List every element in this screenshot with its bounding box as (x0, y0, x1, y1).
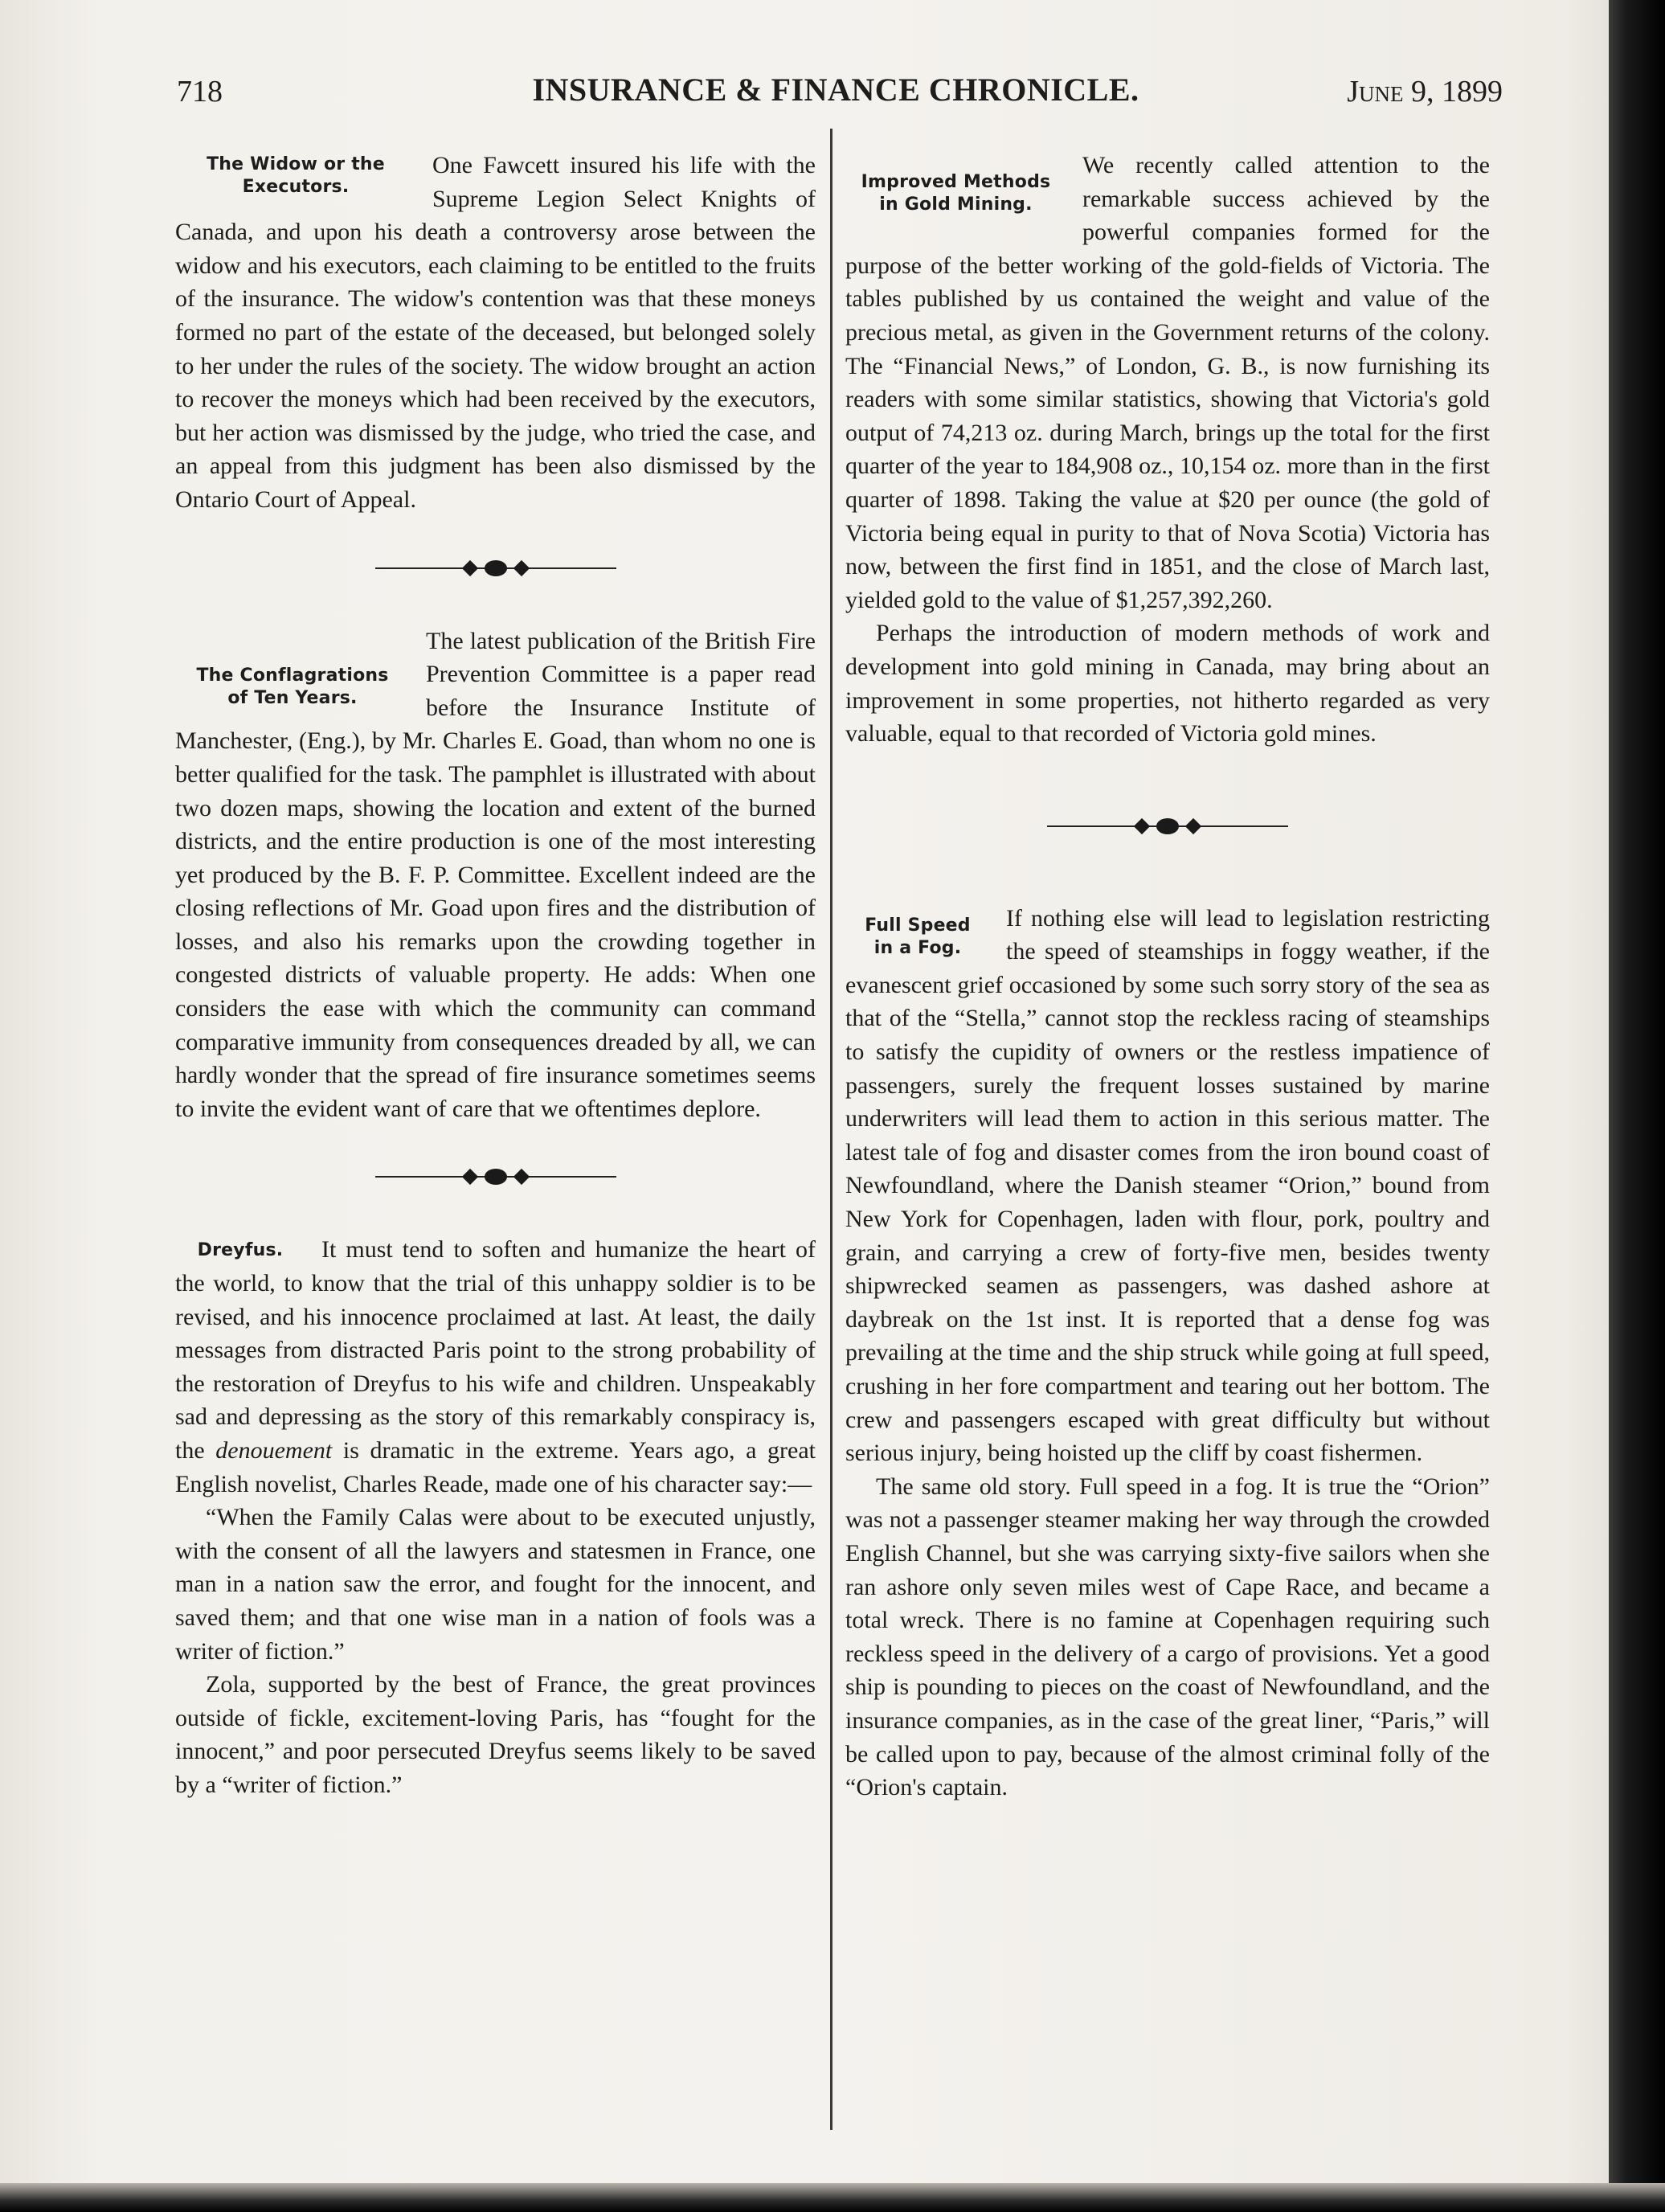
article-dreyfus (175, 1233, 816, 1801)
article-widow (175, 149, 816, 517)
right-column (845, 149, 1490, 1804)
page-number: 718 (177, 75, 223, 109)
sidehead-conflagrations (175, 665, 410, 710)
scan-edge-bottom (0, 2183, 1665, 2212)
sidehead-line: Full Speed (865, 915, 971, 936)
sidehead-gold-mining (845, 171, 1066, 216)
sidehead-line: of Ten Years. (227, 687, 358, 708)
article-paragraph: One Fawcett insured his life with the Supreme Legion Select Knights of Canada, and upon his death a controversy arose between the widow and his executors, each claiming to be entitled to the fruits of the insurance. The widow's contention was that these moneys formed no part of the estate of the deceased, but belonged solely to her under the rules of the society. The widow brought an action to recover the moneys which had been received by the executors, but her action was dismissed by the judge, who tried the case, and an appeal from this judgment has been also dismissed by the Ontario Court of Appeal. (175, 152, 816, 513)
quotation-paragraph: “When the Family Calas were about to be executed unjustly, with the consent of all the lawyers and statesmen in France, one man in a nation saw the error, and fought for the innocent, and saved them; and that one wise man in a nation of fools was a writer of fiction.” (175, 1504, 816, 1665)
sidehead-line: The Widow or the (207, 154, 385, 174)
page-header (169, 71, 1503, 119)
article-paragraph (175, 1233, 816, 1501)
article-paragraph: We recently called attention to the remarkable success achieved by the powerful companies formed for the purpose of the better working of the gold-fields of Victoria. The tables published by us contained the weight and value of the precious metal, as given in the Government returns of the colony. The “Financial News,” of London, G. B., is now furnishing its readers with some similar statistics, showing that Victoria's gold output of 74,213 oz. during March, brings up the total for the first quarter of the year to 184,908 oz., 10,154 oz. more than in the first quarter of 1898. Taking the value at $20 per ounce (the gold of Victoria being equal in purity to that of Nova Scotia) Victoria has now, between the first find in 1851, and the close of March last, yielded gold to the value of $1,257,392,260. (845, 152, 1490, 613)
article-paragraph: If nothing else will lead to legislation restricting the speed of steamships in foggy weather, if the evanescent grief occasioned by some such sorry story of the sea as that of the “Stella,” cannot stop the reckless racing of steamships to satisfy the cupidity of owners or the restless impatience of passengers, surely the frequent losses sustained by marine underwriters will lead them to action in this serious matter. The latest tale of fog and disaster comes from the iron bound coast of Newfoundland, where the Danish steamer “Orion,” bound from New York for Copenhagen, laden with flour, pork, poultry and grain, and carrying a crew of forty-five men, besides twenty shipwrecked seamen as passengers, was dashed ashore at daybreak on the 1st inst. It is reported that a dense fog was prevailing at the time and the ship struck while going at full speed, crushing in her fore compartment and tearing out her bottom. The crew and passengers escaped with great difficulty but without serious injury, being hoisted up the cliff by coast fishermen. (845, 904, 1490, 1467)
sidehead-dreyfus (175, 1239, 305, 1262)
article-paragraph: Zola, supported by the best of France, the great provinces outside of fickle, excitement-loving Paris, has “fought for the innocent,” and poor persecuted Dreyfus seems likely to be saved by a “writer of fiction.” (175, 1671, 816, 1798)
sidehead-line: Dreyfus. (197, 1240, 284, 1261)
article-paragraph: The latest publication of the British Fire Prevention Committee is a paper read before the Insurance Institute of Manchester, (Eng.), by Mr. Charles E. Goad, than whom no one is better qualified for the task. The pamphlet is illustrated with about two dozen maps, showing the location and extent of the burned districts, and the entire production is one of the most interesting yet produced by the B. F. P. Committee. Excellent indeed are the closing reflections of Mr. Goad upon fires and the distribution of losses, and also his remarks upon the crowding together in congested districts of valuable property. He adds: When one considers the ease with which the community can command comparative immunity from consequences dreaded by all, we can hardly wonder that the spread of fire insurance sometimes seems to invite the evident want of care that we oftentimes deplore. (175, 627, 816, 1122)
masthead-title: INSURANCE & FINANCE CHRONICLE. (532, 72, 1139, 108)
column-rule (830, 129, 832, 2130)
italic-word: denouement (215, 1437, 333, 1464)
sidehead-line: The Conflagrations (196, 665, 389, 686)
section-divider-ornament (375, 1165, 616, 1188)
article-paragraph: The same old story. Full speed in a fog. It is true the “Orion” was not a passenger steamer making her way through the crowded English Channel, but she was carrying sixty-five sailors when she ran ashore only seven miles west of Cape Race, and became a total wreck. There is no famine at Copenhagen requiring such reckless speed in the delivery of a cargo of provisions. Yet a good ship is pounding to pieces on the coast of Newfoundland, and the insurance companies, as in the case of the great liner, “Paris,” will be called upon to pay, because of the almost criminal folly of the “Orion's captain. (845, 1473, 1490, 1801)
paragraph-text: It must tend to soften and humanize the heart of the world, to know that the trial of this unhappy soldier is to be revised, and his innocence proclaimed at last. At least, the daily messages from distracted Paris point to the strong probability of the restoration of Dreyfus to his wife and children. Unspeakably sad and depressing as the story of this remarkably conspiracy is, the (175, 1236, 816, 1464)
section-divider-ornament (375, 557, 616, 580)
sidehead-line: in a Fog. (873, 937, 962, 958)
sidehead-full-speed-fog (845, 915, 990, 960)
issue-date: June 9, 1899 (1347, 75, 1503, 109)
article-conflagrations (175, 625, 816, 1126)
scan-edge-right (1609, 0, 1665, 2212)
article-full-speed-fog (845, 902, 1490, 1804)
article-paragraph: Perhaps the introduction of modern methods of work and development into gold mining in Canada, may bring about an improvement in some properties, not hitherto regarded as very valuable, equal to that recorded of Victoria gold mines. (845, 620, 1490, 748)
sidehead-line: in Gold Mining. (879, 195, 1033, 215)
sidehead-line: Executors. (242, 177, 350, 197)
article-gold-mining (845, 149, 1490, 751)
sidehead-line: Improved Methods (861, 172, 1051, 192)
sidehead-widow (175, 154, 416, 199)
paragraph-text: is dramatic in the extreme. Years ago, a great English novelist, Charles Reade, made one of his character say:— (175, 1437, 816, 1497)
left-column (175, 149, 816, 1802)
section-divider-ornament (1047, 815, 1288, 838)
